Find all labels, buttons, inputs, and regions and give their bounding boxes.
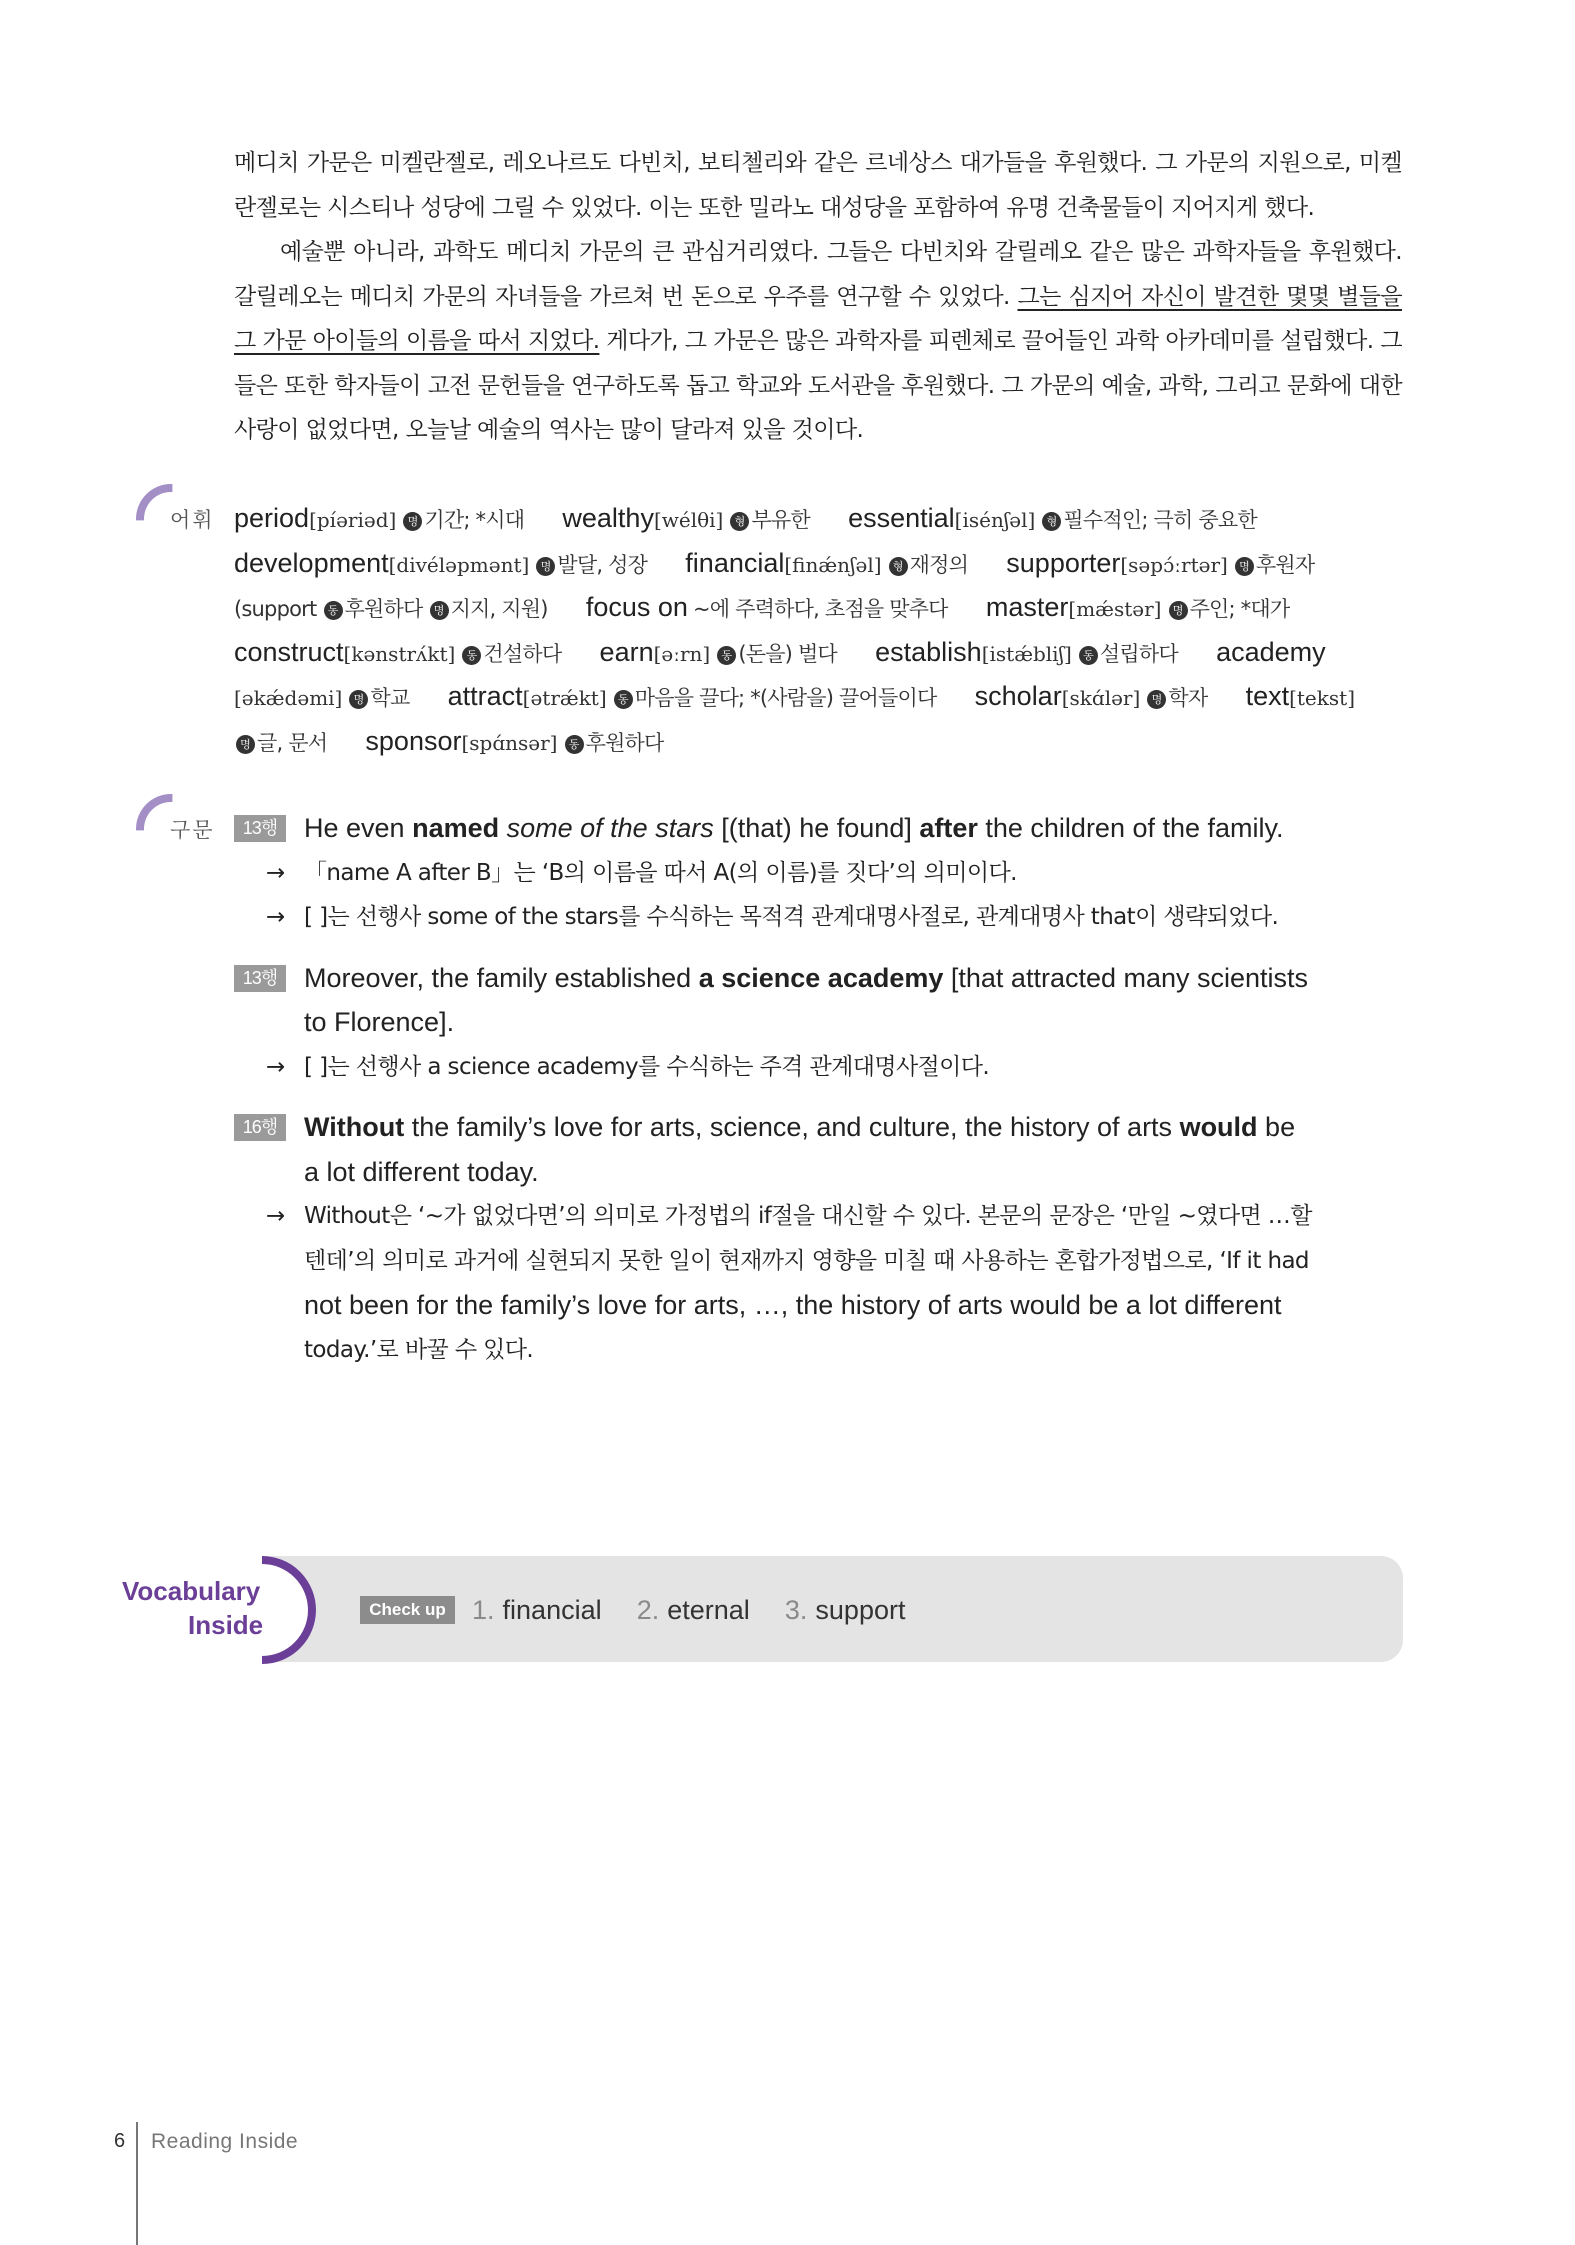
arrow-icon: →	[266, 904, 285, 930]
pos-badge: 명	[1235, 557, 1254, 576]
footer-divider	[136, 2122, 138, 2245]
pos-badge: 명	[349, 690, 368, 709]
syntax-notes	[234, 806, 1414, 1388]
pos-badge: 동	[614, 690, 633, 709]
translation-text	[234, 141, 1402, 453]
pos-badge: 명	[1169, 601, 1188, 620]
pos-badge: 형	[730, 512, 749, 531]
vocab-line: construct[kənstrʌ́kt] 동 건설하다 earn[əːrn] 동 (돈을) 벌다 establish[istǽbliʃ] 동 설립하다 academy	[234, 636, 1326, 667]
pos-badge: 명	[430, 601, 449, 620]
arrow-icon: →	[266, 859, 285, 886]
vocab-section-marker: 어휘	[136, 484, 226, 544]
pos-badge: 명	[1147, 690, 1166, 709]
line-tag: 16행	[234, 1114, 286, 1141]
translation-paragraph-1: 메디치 가문은 미켈란젤로, 레오나르도 다빈치, 보티첼리와 같은 르네상스 대가들을 후원했다. 그 가문의 지원으로, 미켈란젤로는 시스티나 성당에 그릴 수 있었다. 이는 또한 밀라노 대성당을 포함하여 유명 건축물들이 지어지게 했다.	[234, 150, 1402, 221]
pos-badge: 동	[324, 601, 343, 620]
vocabulary-inside-logo: Vocabulary Inside	[122, 1576, 264, 1640]
check-up-answers: 1. financial 2. eternal 3. support	[472, 1595, 906, 1625]
pos-badge: 형	[889, 557, 908, 576]
vocab-line: development[divéləpmənt] 명 발달, 성장 financial[finǽnʃəl] 형 재정의 supporter[səpɔ́ːrtər] 명 후원자	[234, 547, 1315, 578]
line-tag: 13행	[234, 965, 286, 992]
arrow-icon: →	[266, 1203, 285, 1229]
syntax-note-3: 16행 Without the family’s love for arts, science, and culture, the history of arts would be a lot different today. → Without은 ‘~가 없었다면’의 의미로 가정법의 if절을 대신할 수 있다. 본문의 문장은 ‘만일 ~였다면 …할 텐데’의 의미로 과거에 실현되지 못한 일이 현재까지 영향을 미칠 때 사용하는 혼합가정법으로, ‘If it had not been for the family’s love for arts, …, the history of arts would be a lot different today.’로 바꿀 수 있다.	[234, 1105, 1414, 1372]
vocabulary-list	[234, 496, 1414, 763]
vocab-line: 명 글, 문서 sponsor[spɑ́nsər] 동 후원하다	[234, 719, 1414, 764]
syntax-note-2: 13행 Moreover, the family established a science academy [that attracted many scientists to Florence]. → [ ]는 선행사 a science academy를 수식하는 주격 관계대명사절이다.	[234, 956, 1414, 1090]
book-title: Reading Inside	[151, 2130, 299, 2153]
underlined-sentence: 그는 심지어 자신이 발견한 몇몇 별들을 그 가문 아이들의 이름을 따서 지었다.	[234, 283, 1403, 354]
line-tag: 13행	[234, 815, 286, 842]
arrow-icon: →	[266, 1053, 285, 1080]
pos-badge: 동	[1079, 646, 1098, 665]
syntax-section-marker: 구문	[136, 794, 226, 854]
translation-paragraph-2: 예술뿐 아니라, 과학도 메디치 가문의 큰 관심거리였다. 그들은 다빈치와 갈릴레오 같은 많은 과학자들을 후원했다. 갈릴레오는 메디치 가문의 자녀들을 가르쳐 번 돈으로 우주를 연구할 수 있었다. 그는 심지어 자신이 발견한 몇몇 별들을 그 가문 아이들의 이름을 따서 지었다. 게다가, 그 가문은 많은 과학자를 피렌체로 끌어들인 과학 아카데미를 설립했다. 그들은 또한 학자들이 고전 문헌들을 연구하도록 돕고 학교와 도서관을 후원했다. 그 가문의 예술, 과학, 그리고 문화에 대한 사랑이 없었다면, 오늘날 예술의 역사는 많이 달라져 있을 것이다.	[234, 239, 1403, 443]
pos-badge: 동	[565, 735, 584, 754]
pos-badge: 명	[236, 735, 255, 754]
syntax-note-1: 13행 He even named some of the stars [(that) he found] after the children of the family. → 「name A after B」는 ‘B의 이름을 따서 A(의 이름)를 짓다’의 의미이다. → [ ]는 선행사 some of the stars를 수식하는 목적격 관계대명사절로, 관계대명사 that이 생략되었다.	[234, 806, 1414, 940]
page-number: 6	[114, 2130, 126, 2152]
pos-badge: 동	[462, 646, 481, 665]
pos-badge: 동	[717, 646, 736, 665]
vocab-line: period[píəriəd] 명 기간; *시대 wealthy[wélθi] 형 부유한 essential[isénʃəl] 형 필수적인; 극히 중요한	[234, 503, 1257, 533]
pos-badge: 명	[403, 512, 422, 531]
pos-badge: 명	[536, 557, 555, 576]
check-up-badge: Check up	[360, 1596, 455, 1624]
vocab-line: [əkǽdəmi] 명 학교 attract[ətrǽkt] 동 마음을 끌다; *(사람을) 끌어들이다 scholar[skɑ́lər] 명 학자 text[tekst]	[234, 681, 1355, 711]
pos-badge: 형	[1042, 512, 1061, 531]
vocab-line: (support 동 후원하다 명 지지, 지원) focus on ~에 주력하다, 초점을 맞추다 master[mǽstər] 명 주인; *대가	[234, 592, 1290, 622]
